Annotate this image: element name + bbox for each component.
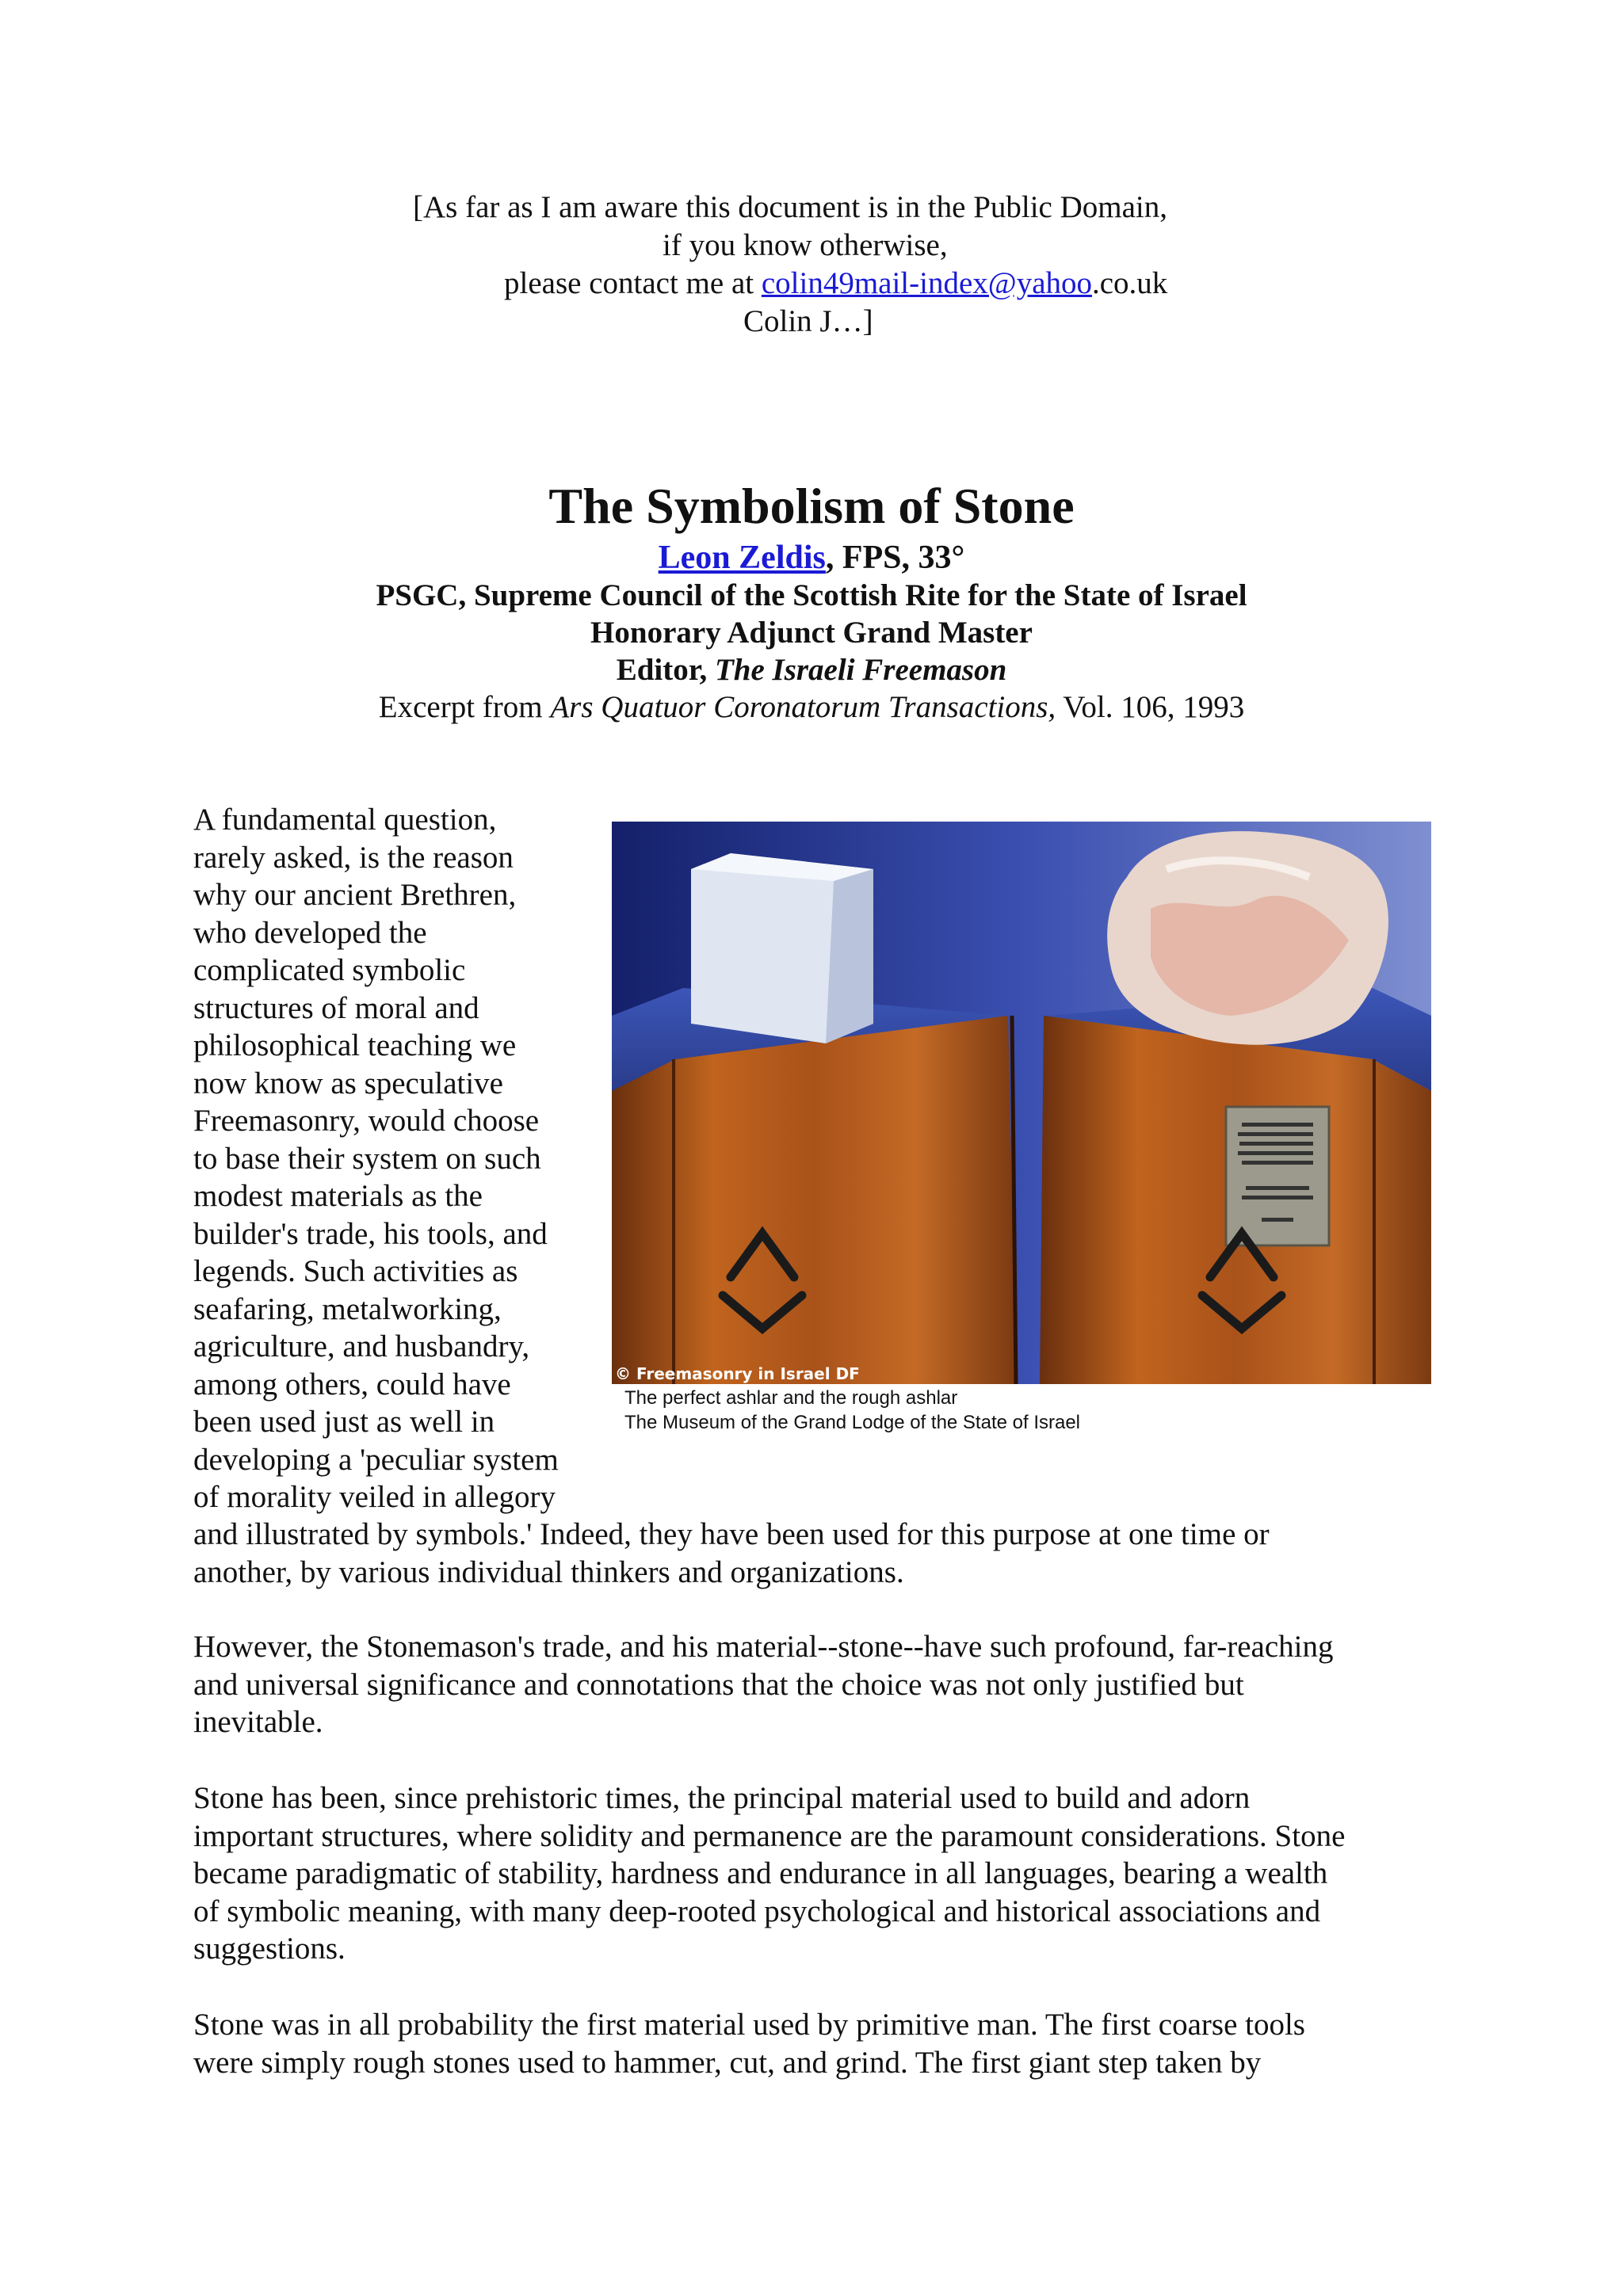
- email-link[interactable]: colin49mail-index@yahoo: [761, 266, 1092, 300]
- affiliation-line-2: Honorary Adjunct Grand Master: [590, 616, 1033, 650]
- excerpt-prefix: Excerpt from: [378, 690, 551, 724]
- author-credentials: , FPS, 33°: [825, 540, 965, 576]
- text-line: and illustrated by symbols.' Indeed, they have been used for this purpose at one time or: [193, 1517, 1270, 1551]
- text-line: Stone has been, since prehistoric times, the principal material used to build and adorn: [193, 1781, 1251, 1815]
- article-header: [0, 474, 1623, 727]
- text-line: agriculture, and husbandry,: [193, 1329, 530, 1363]
- paragraph-1-wrapped: [193, 801, 605, 1516]
- text-line: now know as speculative: [193, 1066, 503, 1100]
- notice-line-3: [504, 265, 1167, 303]
- editor-prefix: Editor,: [616, 653, 715, 687]
- text-line: of morality veiled in allegory: [193, 1480, 556, 1514]
- excerpt-volume: Vol. 106, 1993: [1056, 690, 1245, 724]
- text-line: who developed the: [193, 915, 427, 950]
- editor-publication: The Israeli Freemason: [714, 653, 1007, 687]
- text-line: among others, could have: [193, 1367, 511, 1402]
- text-line: suggestions.: [193, 1932, 346, 1966]
- caption-line-2: The Museum of the Grand Lodge of the State of Israel: [624, 1412, 1081, 1433]
- ashlar-photo: [612, 822, 1431, 1384]
- affiliation-line-1: PSGC, Supreme Council of the Scottish Rite for the State of Israel: [376, 578, 1247, 612]
- paragraph-4: [193, 2006, 1305, 2081]
- text-line: inevitable.: [193, 1705, 323, 1739]
- text-line: rarely asked, is the reason: [193, 840, 514, 875]
- text-line: were simply rough stones used to hammer, cut, and grind. The first giant step taken by: [193, 2045, 1262, 2080]
- paragraph-3: [193, 1779, 1345, 1968]
- editor-line: [0, 651, 1623, 688]
- text-line: another, by various individual thinkers and organizations.: [193, 1554, 904, 1589]
- text-line: philosophical teaching we: [193, 1028, 517, 1062]
- paragraph-2: [193, 1628, 1334, 1741]
- text-line: important structures, where solidity and permanence are the paramount considerations. Stone: [193, 1818, 1346, 1853]
- excerpt-line: [0, 688, 1623, 727]
- text-line: modest materials as the: [193, 1179, 483, 1213]
- notice-signature: Colin J…]: [743, 304, 873, 338]
- page-title: The Symbolism of Stone: [548, 478, 1075, 534]
- figure-caption: [624, 1386, 1080, 1435]
- text-line: legends. Such activities as: [193, 1254, 518, 1288]
- notice-line-1: [As far as I am aware this document is in the Public Domain,: [413, 190, 1168, 224]
- text-line: developing a 'peculiar system: [193, 1442, 559, 1477]
- text-line: seafaring, metalworking,: [193, 1291, 502, 1326]
- text-line: Freemasonry, would choose: [193, 1104, 540, 1138]
- text-line: However, the Stonemason's trade, and his material--stone--have such profound, far-reaching: [193, 1630, 1334, 1664]
- text-line: became paradigmatic of stability, hardness and endurance in all languages, bearing a wealth: [193, 1856, 1328, 1890]
- excerpt-source: Ars Quatuor Coronatorum Transactions,: [550, 690, 1056, 724]
- text-line: been used just as well in: [193, 1405, 495, 1439]
- notice-contact-suffix: .co.uk: [1092, 266, 1168, 300]
- ashlar-photo-drawing: [612, 822, 1431, 1384]
- paragraph-1-continued: [193, 1516, 1270, 1591]
- text-line: Stone was in all probability the first material used by primitive man. The first coarse tools: [193, 2008, 1305, 2042]
- author-link[interactable]: Leon Zeldis: [658, 540, 826, 576]
- caption-line-1: The perfect ashlar and the rough ashlar: [624, 1387, 958, 1409]
- text-line: structures of moral and: [193, 990, 479, 1025]
- notice-line-2: if you know otherwise,: [663, 228, 948, 262]
- photo-watermark: © Freemasonry in Israel DF: [615, 1364, 860, 1383]
- text-line: of symbolic meaning, with many deep-rooted psychological and historical associations and: [193, 1894, 1321, 1928]
- text-line: complicated symbolic: [193, 953, 466, 987]
- text-line: why our ancient Brethren,: [193, 878, 517, 912]
- author-line: [0, 539, 1623, 577]
- text-line: builder's trade, his tools, and: [193, 1216, 548, 1251]
- text-line: and universal significance and connotations that the choice was not only justified but: [193, 1667, 1244, 1702]
- text-line: A fundamental question,: [193, 803, 497, 837]
- text-line: to base their system on such: [193, 1141, 541, 1176]
- notice-contact-prefix: please contact me at: [504, 266, 762, 300]
